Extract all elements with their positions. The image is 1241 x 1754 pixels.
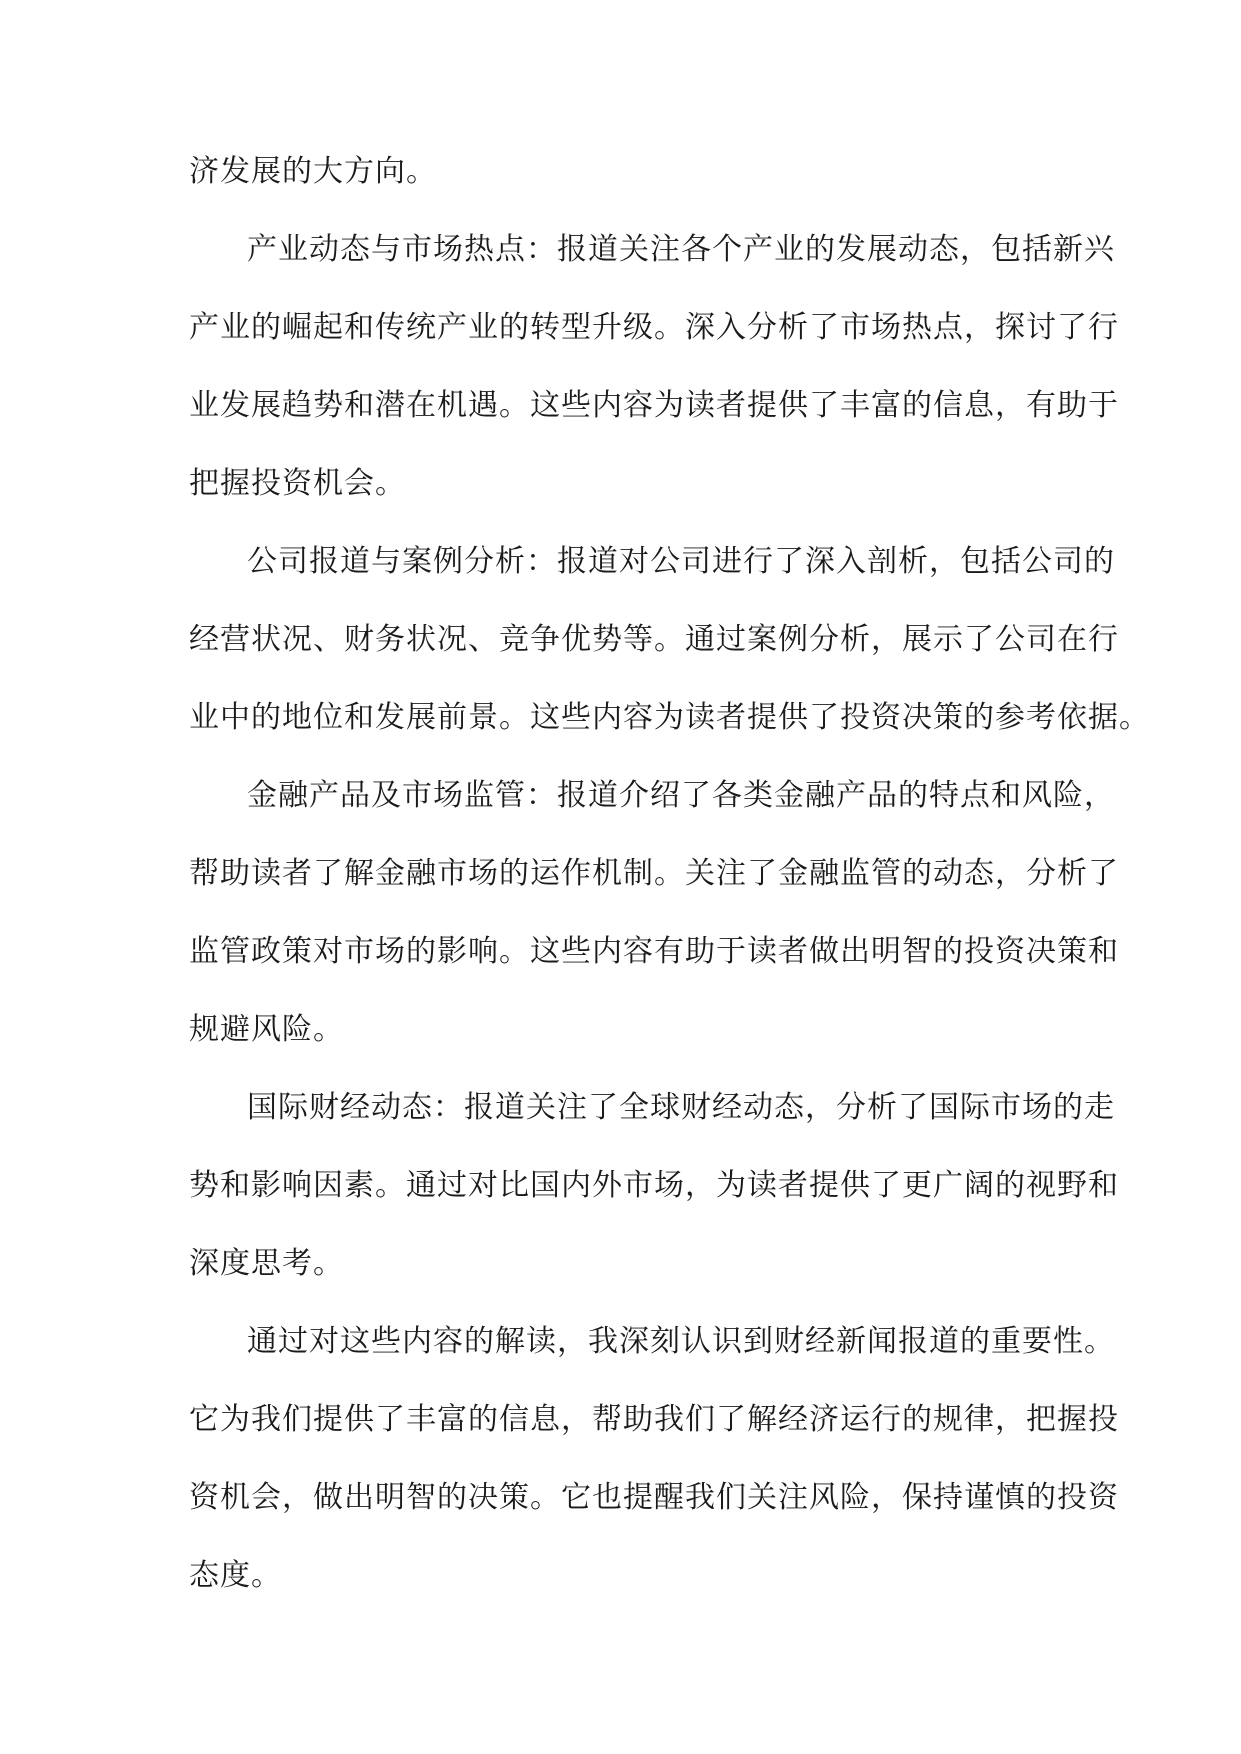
- text-line: 态度。: [189, 1558, 282, 1593]
- paragraph-first-line: 公司报道与案例分析：报道对公司进行了深入剖析，包括公司的: [247, 544, 1115, 579]
- paragraph-first-line: 产业动态与市场热点：报道关注各个产业的发展动态，包括新兴: [247, 232, 1115, 267]
- text-line: 监管政策对市场的影响。这些内容有助于读者做出明智的投资决策和: [189, 934, 1119, 969]
- text-line: 帮助读者了解金融市场的运作机制。关注了金融监管的动态，分析了: [189, 856, 1119, 891]
- text-line: 深度思考。: [189, 1246, 344, 1281]
- text-line: 济发展的大方向。: [189, 154, 437, 189]
- text-line: 规避风险。: [189, 1012, 344, 1047]
- text-line: 资机会，做出明智的决策。它也提醒我们关注风险，保持谨慎的投资: [189, 1480, 1119, 1515]
- paragraph-first-line: 国际财经动态：报道关注了全球财经动态，分析了国际市场的走: [247, 1090, 1115, 1125]
- text-line: 产业的崛起和传统产业的转型升级。深入分析了市场热点，探讨了行: [189, 310, 1119, 345]
- paragraph-first-line: 金融产品及市场监管：报道介绍了各类金融产品的特点和风险，: [247, 778, 1115, 813]
- text-line: 它为我们提供了丰富的信息，帮助我们了解经济运行的规律，把握投: [189, 1402, 1119, 1437]
- paragraph-first-line: 通过对这些内容的解读，我深刻认识到财经新闻报道的重要性。: [247, 1324, 1115, 1359]
- text-line: 势和影响因素。通过对比国内外市场，为读者提供了更广阔的视野和: [189, 1168, 1119, 1203]
- text-line: 业中的地位和发展前景。这些内容为读者提供了投资决策的参考依据。: [189, 700, 1150, 735]
- text-line: 经营状况、财务状况、竞争优势等。通过案例分析，展示了公司在行: [189, 622, 1119, 657]
- text-line: 业发展趋势和潜在机遇。这些内容为读者提供了丰富的信息，有助于: [189, 388, 1119, 423]
- body-text: [189, 142, 1150, 1624]
- text-line: 把握投资机会。: [189, 466, 406, 501]
